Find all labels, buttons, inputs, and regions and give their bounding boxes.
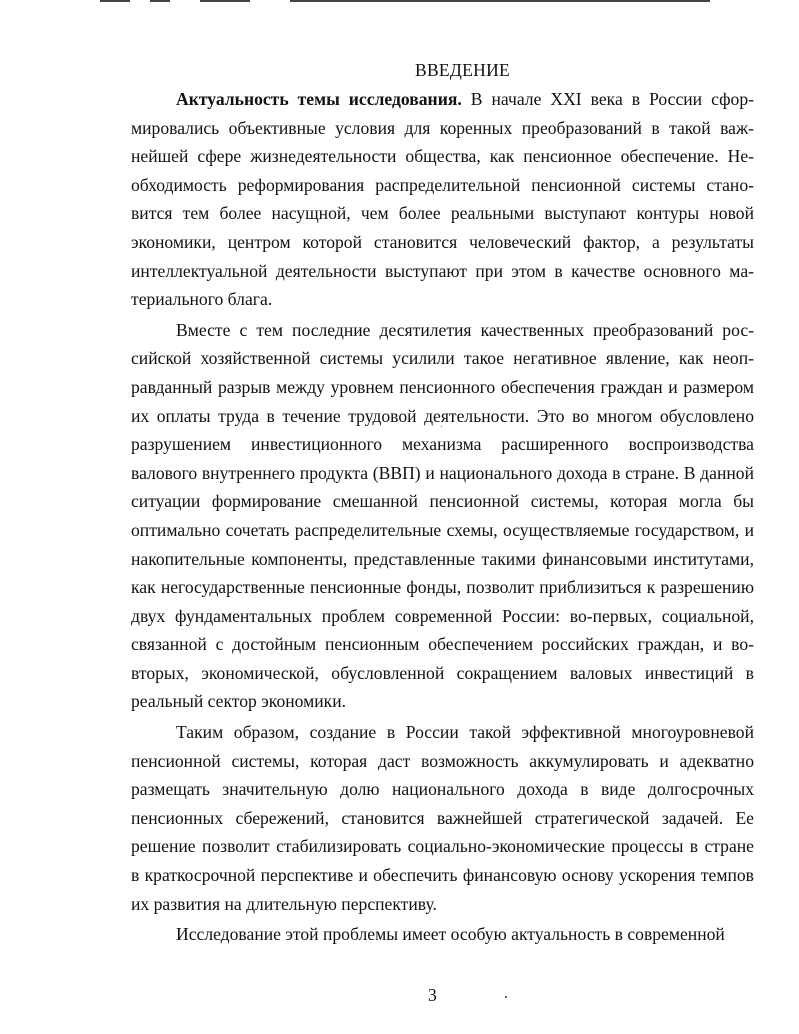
paragraph-text: Исследование этой проблемы имеет особую актуальность в современной: [176, 924, 725, 945]
paragraph-lead: Актуальность темы исследования.: [176, 89, 462, 109]
body-text: [131, 85, 754, 949]
scan-speck: [505, 996, 507, 998]
page-title: ВВЕДЕНИЕ: [414, 60, 511, 80]
scan-edge-line: [150, 0, 170, 2]
scan-edge-line: [200, 0, 250, 2]
paragraph-text: В начале XXI века в России сформировались объективные условия для коренных преобразований в такой важнейшей сфере жизнедеятельности общества, как пенсионное обеспечение. Необходимость реформирования распределительной пенсионной системы становится тем более насущной, чем более реальными выступают контуры новой экономики, центром которой становится человеческий фактор, а результаты интеллектуальной деятельности выступают при этом в качестве основного материального блага.: [131, 89, 754, 310]
scan-edge-line: [290, 0, 710, 2]
page-number: 3: [428, 985, 437, 1005]
paragraph-text: Таким образом, создание в России такой эффективной многоуровневой пенсионной системы, которая даст возможность аккумулировать и адекватно размещать значительную долю национального дохода в виде долгосрочных пенсионных сбережений, становится важнейшей стратегической задачей. Ее решение позволит стабилизировать социально-экономические процессы в стране в краткосрочной перспективе и обеспечить финансовую основу ускорения темпов их развития на длительную перспективу.: [131, 722, 754, 914]
paragraph-1: [131, 85, 754, 314]
paragraph-text: Вместе с тем последние десятилетия качественных преобразований российской хозяйственной системы усилили такое негативное явление, как неоправданный разрыв между уровнем пенсионного обеспечения граждан и размером их оплаты труда в течение трудовой деятельности. Это во многом обусловлено разрушением инвестиционного механизма расширенного воспроизводства валового внутреннего продукта (ВВП) и национального дохода в стране. В данной ситуации формирование смешанной пенсионной системы, которая могла бы оптимально сочетать распределительные схемы, осуществляемые государством, и накопительные компоненты, представленные такими финансовыми институтами, как негосударственные пенсионные фонды, позволит приблизиться к разрешению двух фундаментальных проблем современной России: во-первых, социальной, связанной с достойным пенсионным обеспечением российских граждан, и во-вторых, экономической, обусловленной сокращением валовых инвестиций в реальный сектор экономики.: [131, 319, 754, 712]
paragraph-2: [131, 316, 754, 716]
scan-speck: [441, 426, 442, 427]
paragraph-4: [131, 920, 754, 949]
scan-edge-line: [100, 0, 130, 2]
paragraph-3: [131, 718, 754, 918]
